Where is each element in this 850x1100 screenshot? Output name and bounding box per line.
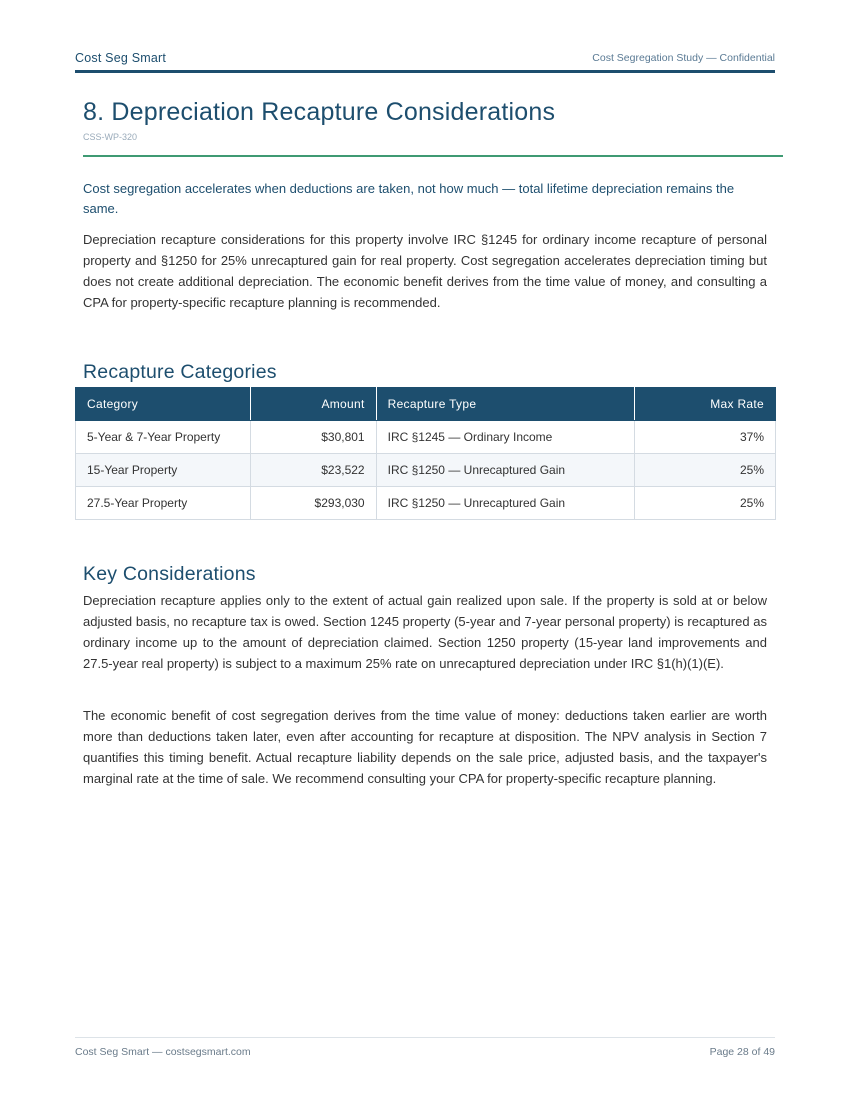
category-cell: 15-Year Property (76, 454, 251, 487)
intro-paragraph: Depreciation recapture considerations for this property involve IRC §1245 for ordinary income recapture of personal property and §1250 for 25% unrecaptured gain for real property. Cost segregation accelerates depreciation timing but does not create additional depreciation. The economic benefit derives from the time value of money, and consulting a CPA for property-specific recapture planning is recommended. (83, 232, 767, 310)
column-header-category: Category (76, 388, 251, 421)
max-rate-cell: 25% (635, 454, 776, 487)
table-header-row (76, 388, 776, 421)
recapture-type-cell: IRC §1245 — Ordinary Income (376, 421, 635, 454)
amount-cell: $30,801 (250, 421, 376, 454)
page-header (75, 50, 775, 73)
table-row (76, 421, 776, 454)
document-label: Cost Segregation Study — Confidential (592, 52, 775, 64)
recapture-type-cell: IRC §1250 — Unrecaptured Gain (376, 454, 635, 487)
category-cell: 5-Year & 7-Year Property (76, 421, 251, 454)
max-rate-cell: 37% (635, 421, 776, 454)
amount-cell: $293,030 (250, 487, 376, 520)
table-row (76, 487, 776, 520)
lead-summary: Cost segregation accelerates when deductions are taken, not how much — total lifetime depreciation remains the same. (83, 181, 735, 216)
key-considerations-paragraph: The economic benefit of cost segregation derives from the time value of money: deductions taken earlier are worth more than deductions taken later, even after accounting for recapture at disposition. The NPV analysis in Section 7 quantifies this timing benefit. Actual recapture liability depends on the sale price, adjusted basis, and the taxpayer's marginal rate at the time of sale. We recommend consulting your CPA for property-specific recapture planning. (83, 708, 767, 786)
column-header-recapture-type: Recapture Type (376, 388, 635, 421)
key-considerations-paragraph: Depreciation recapture applies only to the extent of actual gain realized upon sale. If the property is sold at or below adjusted basis, no recapture tax is owed. Section 1245 property (5-year and 7-year personal property) is recaptured as ordinary income up to the amount of depreciation claimed. Section 1250 property (15-year land improvements and 27.5-year real property) is subject to a maximum 25% rate on unrecaptured depreciation under IRC §1(h)(1)(E). (83, 593, 767, 671)
key-considerations-heading: Key Considerations (83, 563, 256, 585)
amount-cell: $23,522 (250, 454, 376, 487)
column-header-amount: Amount (250, 388, 376, 421)
page-number: Page 28 of 49 (709, 1046, 775, 1058)
max-rate-cell: 25% (635, 487, 776, 520)
title-divider (83, 155, 783, 157)
recapture-categories-table (75, 387, 776, 520)
recapture-categories-heading: Recapture Categories (83, 361, 277, 383)
column-header-max-rate: Max Rate (635, 388, 776, 421)
page-footer (75, 1037, 775, 1068)
recapture-type-cell: IRC §1250 — Unrecaptured Gain (376, 487, 635, 520)
category-cell: 27.5-Year Property (76, 487, 251, 520)
footer-site: Cost Seg Smart — costsegsmart.com (75, 1046, 251, 1058)
section-title: 8. Depreciation Recapture Considerations (83, 98, 556, 126)
brand-name: Cost Seg Smart (75, 51, 167, 65)
document-code: CSS-WP-320 (83, 132, 138, 142)
table-row (76, 454, 776, 487)
